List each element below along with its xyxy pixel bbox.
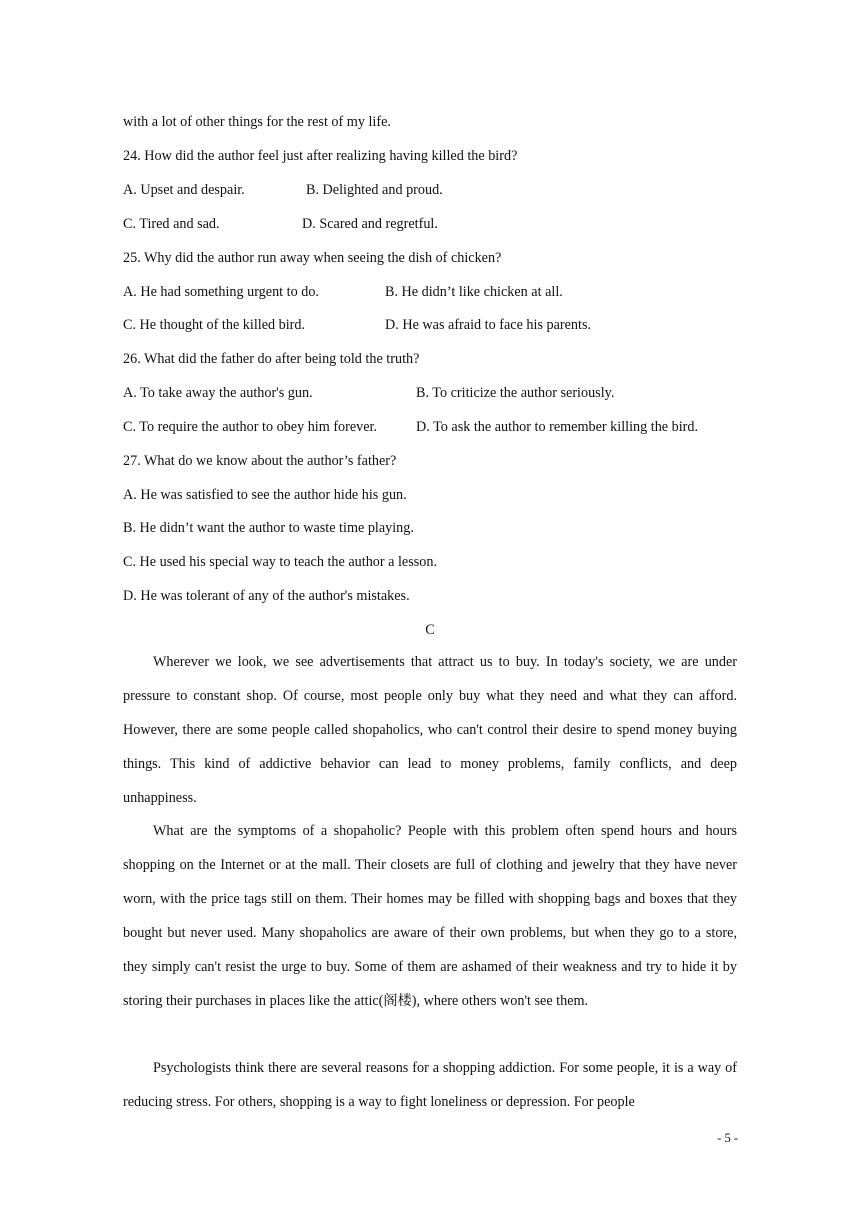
question-25-option-b: B. He didn’t like chicken at all. (385, 284, 563, 300)
passage-paragraph-1: Wherever we look, we see advertisements that attract us to buy. In today's society, we are under pressure to constant shop. Of course, most people only buy what they need and what they can afford. However, there are some people called shopaholics, who can't control their desire to spend money buying things. This kind of addictive behavior can lead to money problems, family conflicts, and deep unhappiness. (123, 654, 737, 806)
question-26-option-c: C. To require the author to obey him forever. (123, 419, 378, 435)
question-24-option-d: D. Scared and regretful. (302, 216, 438, 232)
passage-paragraph-2: What are the symptoms of a shopaholic? People with this problem often spend hours and hours shopping on the Internet or at the mall. Their closets are full of clothing and jewelry that they have never worn, with the price tags still on them. Their homes may be filled with shopping bags and boxes that they bought but never used. Many shopaholics are aware of their own problems, but when they go to a store, they simply can't resist the urge to buy. Some of them are ashamed of their weakness and try to hide it by storing their purchases in places like the attic(阁楼), where others won't see them. (123, 823, 737, 1009)
question-27-option-b: B. He didn’t want the author to waste time playing. (123, 520, 414, 536)
question-26-option-d: D. To ask the author to remember killing the bird. (416, 419, 699, 435)
question-27-option-a: A. He was satisfied to see the author hide his gun. (123, 487, 407, 503)
question-24-option-a: A. Upset and despair. (123, 182, 245, 198)
question-27-option-d: D. He was tolerant of any of the author's mistakes. (123, 588, 410, 604)
page-number: - 5 - (717, 1131, 738, 1145)
section-heading: C (425, 622, 435, 638)
question-26-stem: 26. What did the father do after being told the truth? (123, 351, 420, 367)
question-25-stem: 25. Why did the author run away when seeing the dish of chicken? (123, 250, 502, 266)
question-27-option-c: C. He used his special way to teach the author a lesson. (123, 554, 438, 570)
passage-paragraph-3: Psychologists think there are several reasons for a shopping addiction. For some people, it is a way of reducing stress. For others, shopping is a way to fight loneliness or depression. For people (123, 1060, 737, 1110)
question-24-option-b: B. Delighted and proud. (306, 182, 443, 198)
question-24-option-c: C. Tired and sad. (123, 216, 220, 232)
question-26-option-a: A. To take away the author's gun. (123, 385, 313, 401)
intro-line: with a lot of other things for the rest of my life. (123, 114, 391, 130)
question-25-option-c: C. He thought of the killed bird. (123, 317, 306, 333)
question-24-stem: 24. How did the author feel just after realizing having killed the bird? (123, 148, 518, 164)
question-25-option-d: D. He was afraid to face his parents. (385, 317, 592, 333)
question-26-option-b: B. To criticize the author seriously. (416, 385, 615, 401)
question-27-stem: 27. What do we know about the author’s father? (123, 453, 397, 469)
question-25-option-a: A. He had something urgent to do. (123, 284, 319, 300)
